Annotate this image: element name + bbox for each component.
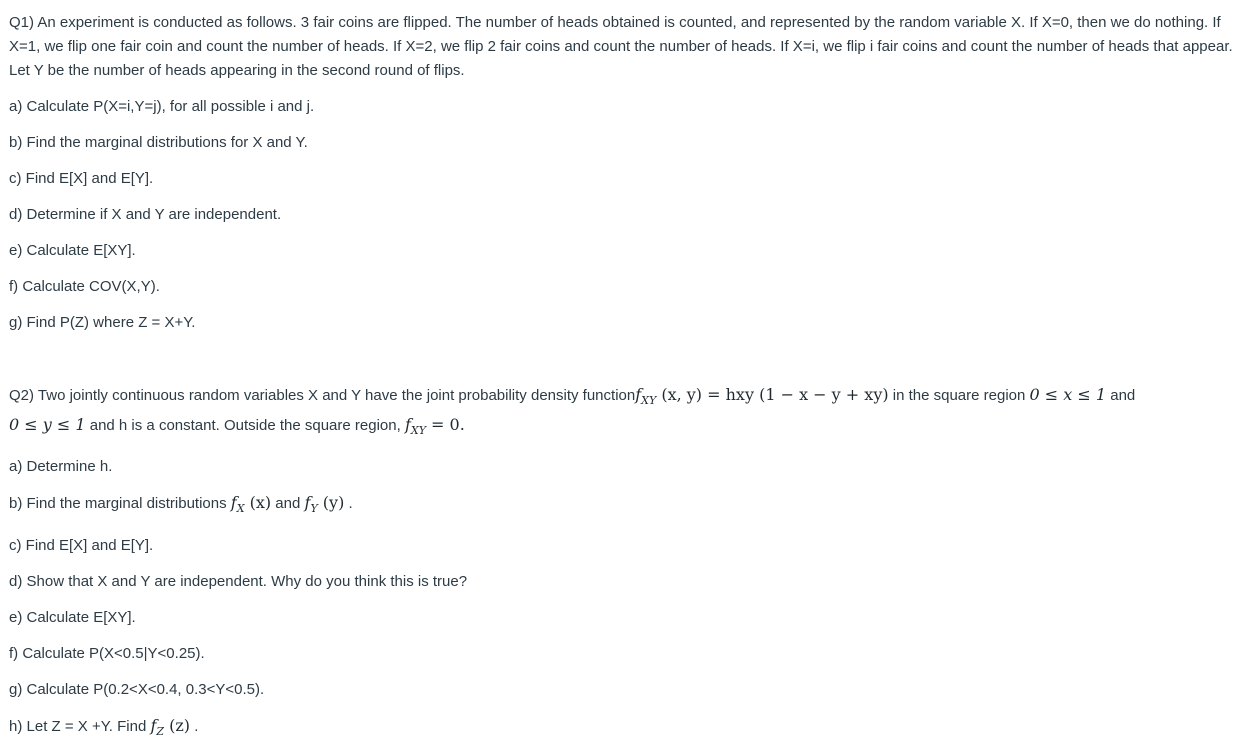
q2-part-e: e) Calculate E[XY]. xyxy=(9,608,136,626)
q2-intro-text-a: Q2) Two jointly continuous random variables X and Y have the joint probability density function xyxy=(9,387,636,404)
q2-fy-sub: Y xyxy=(310,502,318,516)
q2-part-h xyxy=(9,714,1245,744)
q2-part-b-fx xyxy=(230,493,272,516)
q2-region-y: 0 ≤ y ≤ 1 xyxy=(9,415,86,435)
q1-part-b: b) Find the marginal distributions for X and Y. xyxy=(9,134,308,151)
q1-intro: Q1) An experiment is conducted as follows. 3 fair coins are flipped. The number of heads obtained is counted, and represented by the random variable X. If X=0, then we do nothing. If X=1, we flip one fair coin and count the number of heads. If X=2, we flip 2 fair coins and count the number of heads. If X=i, we flip i fair coins and count the number of heads that appear. Let Y be the number of heads appearing in the second round of flips. xyxy=(9,14,1233,79)
q2-outside-rhs: = 0. xyxy=(425,415,465,435)
document-page xyxy=(9,11,1245,744)
q2-fz-f: f xyxy=(150,715,157,735)
q2-intro-text-c: and xyxy=(1106,387,1136,404)
q1-part-c: c) Find E[X] and E[Y]. xyxy=(9,170,154,187)
q2-part-h-text: h) Let Z = X +Y. Find xyxy=(9,717,151,735)
q1-part-e: e) Calculate E[XY]. xyxy=(9,242,136,259)
q2-intro xyxy=(9,383,1245,443)
q1-part-f: f) Calculate COV(X,Y). xyxy=(9,278,160,295)
q2-part-b-fy xyxy=(304,493,345,516)
q2-pdf-f: f xyxy=(635,385,642,404)
q2-outside-formula xyxy=(404,415,465,438)
q2-part-b-text: b) Find the marginal distributions xyxy=(9,495,231,513)
q2-pdf-sub: XY xyxy=(641,394,657,408)
q2-part-a: a) Determine h. xyxy=(9,458,113,476)
q2-fy-f: f xyxy=(304,493,311,513)
q2-part-d: d) Show that X and Y are independent. Why do you think this is true? xyxy=(9,572,468,590)
q2-part-g: g) Calculate P(0.2<X<0.4, 0.3<Y<0.5). xyxy=(9,680,265,698)
q2-fz-sub: Z xyxy=(156,724,165,738)
q2-part-b xyxy=(9,491,1245,521)
q1-part-d: d) Determine if X and Y are independent. xyxy=(9,206,282,223)
q2-fx-f: f xyxy=(230,493,237,513)
q2-part-h-end: . xyxy=(190,717,199,735)
q2-intro-text-d: and h is a constant. Outside the square region, xyxy=(85,417,405,435)
q2-region-x: 0 ≤ x ≤ 1 xyxy=(1029,385,1107,404)
q2-part-h-fz xyxy=(150,715,191,738)
q2-fx-arg: (x) xyxy=(244,493,272,513)
q1-part-g: g) Find P(Z) where Z = X+Y. xyxy=(9,314,196,331)
q2-fz-arg: (z) xyxy=(164,715,191,735)
q2-part-f: f) Calculate P(X<0.5|Y<0.25). xyxy=(9,644,205,662)
q2-intro-text-b: in the square region xyxy=(888,387,1030,404)
q2-outside-sub: XY xyxy=(410,424,426,438)
q2-part-b-and: and xyxy=(271,495,305,513)
q2-part-c: c) Find E[X] and E[Y]. xyxy=(9,536,154,554)
q2-pdf-formula xyxy=(635,385,889,408)
q2-outside-f: f xyxy=(404,415,411,435)
q2-fx-sub: X xyxy=(236,502,245,516)
q1-part-a: a) Calculate P(X=i,Y=j), for all possible i and j. xyxy=(9,98,315,115)
q2-fy-arg: (y) xyxy=(317,493,345,513)
q2-pdf-rhs: (x, y) = hxy (1 − x − y + xy) xyxy=(656,385,889,404)
q2-part-b-end: . xyxy=(344,495,353,513)
